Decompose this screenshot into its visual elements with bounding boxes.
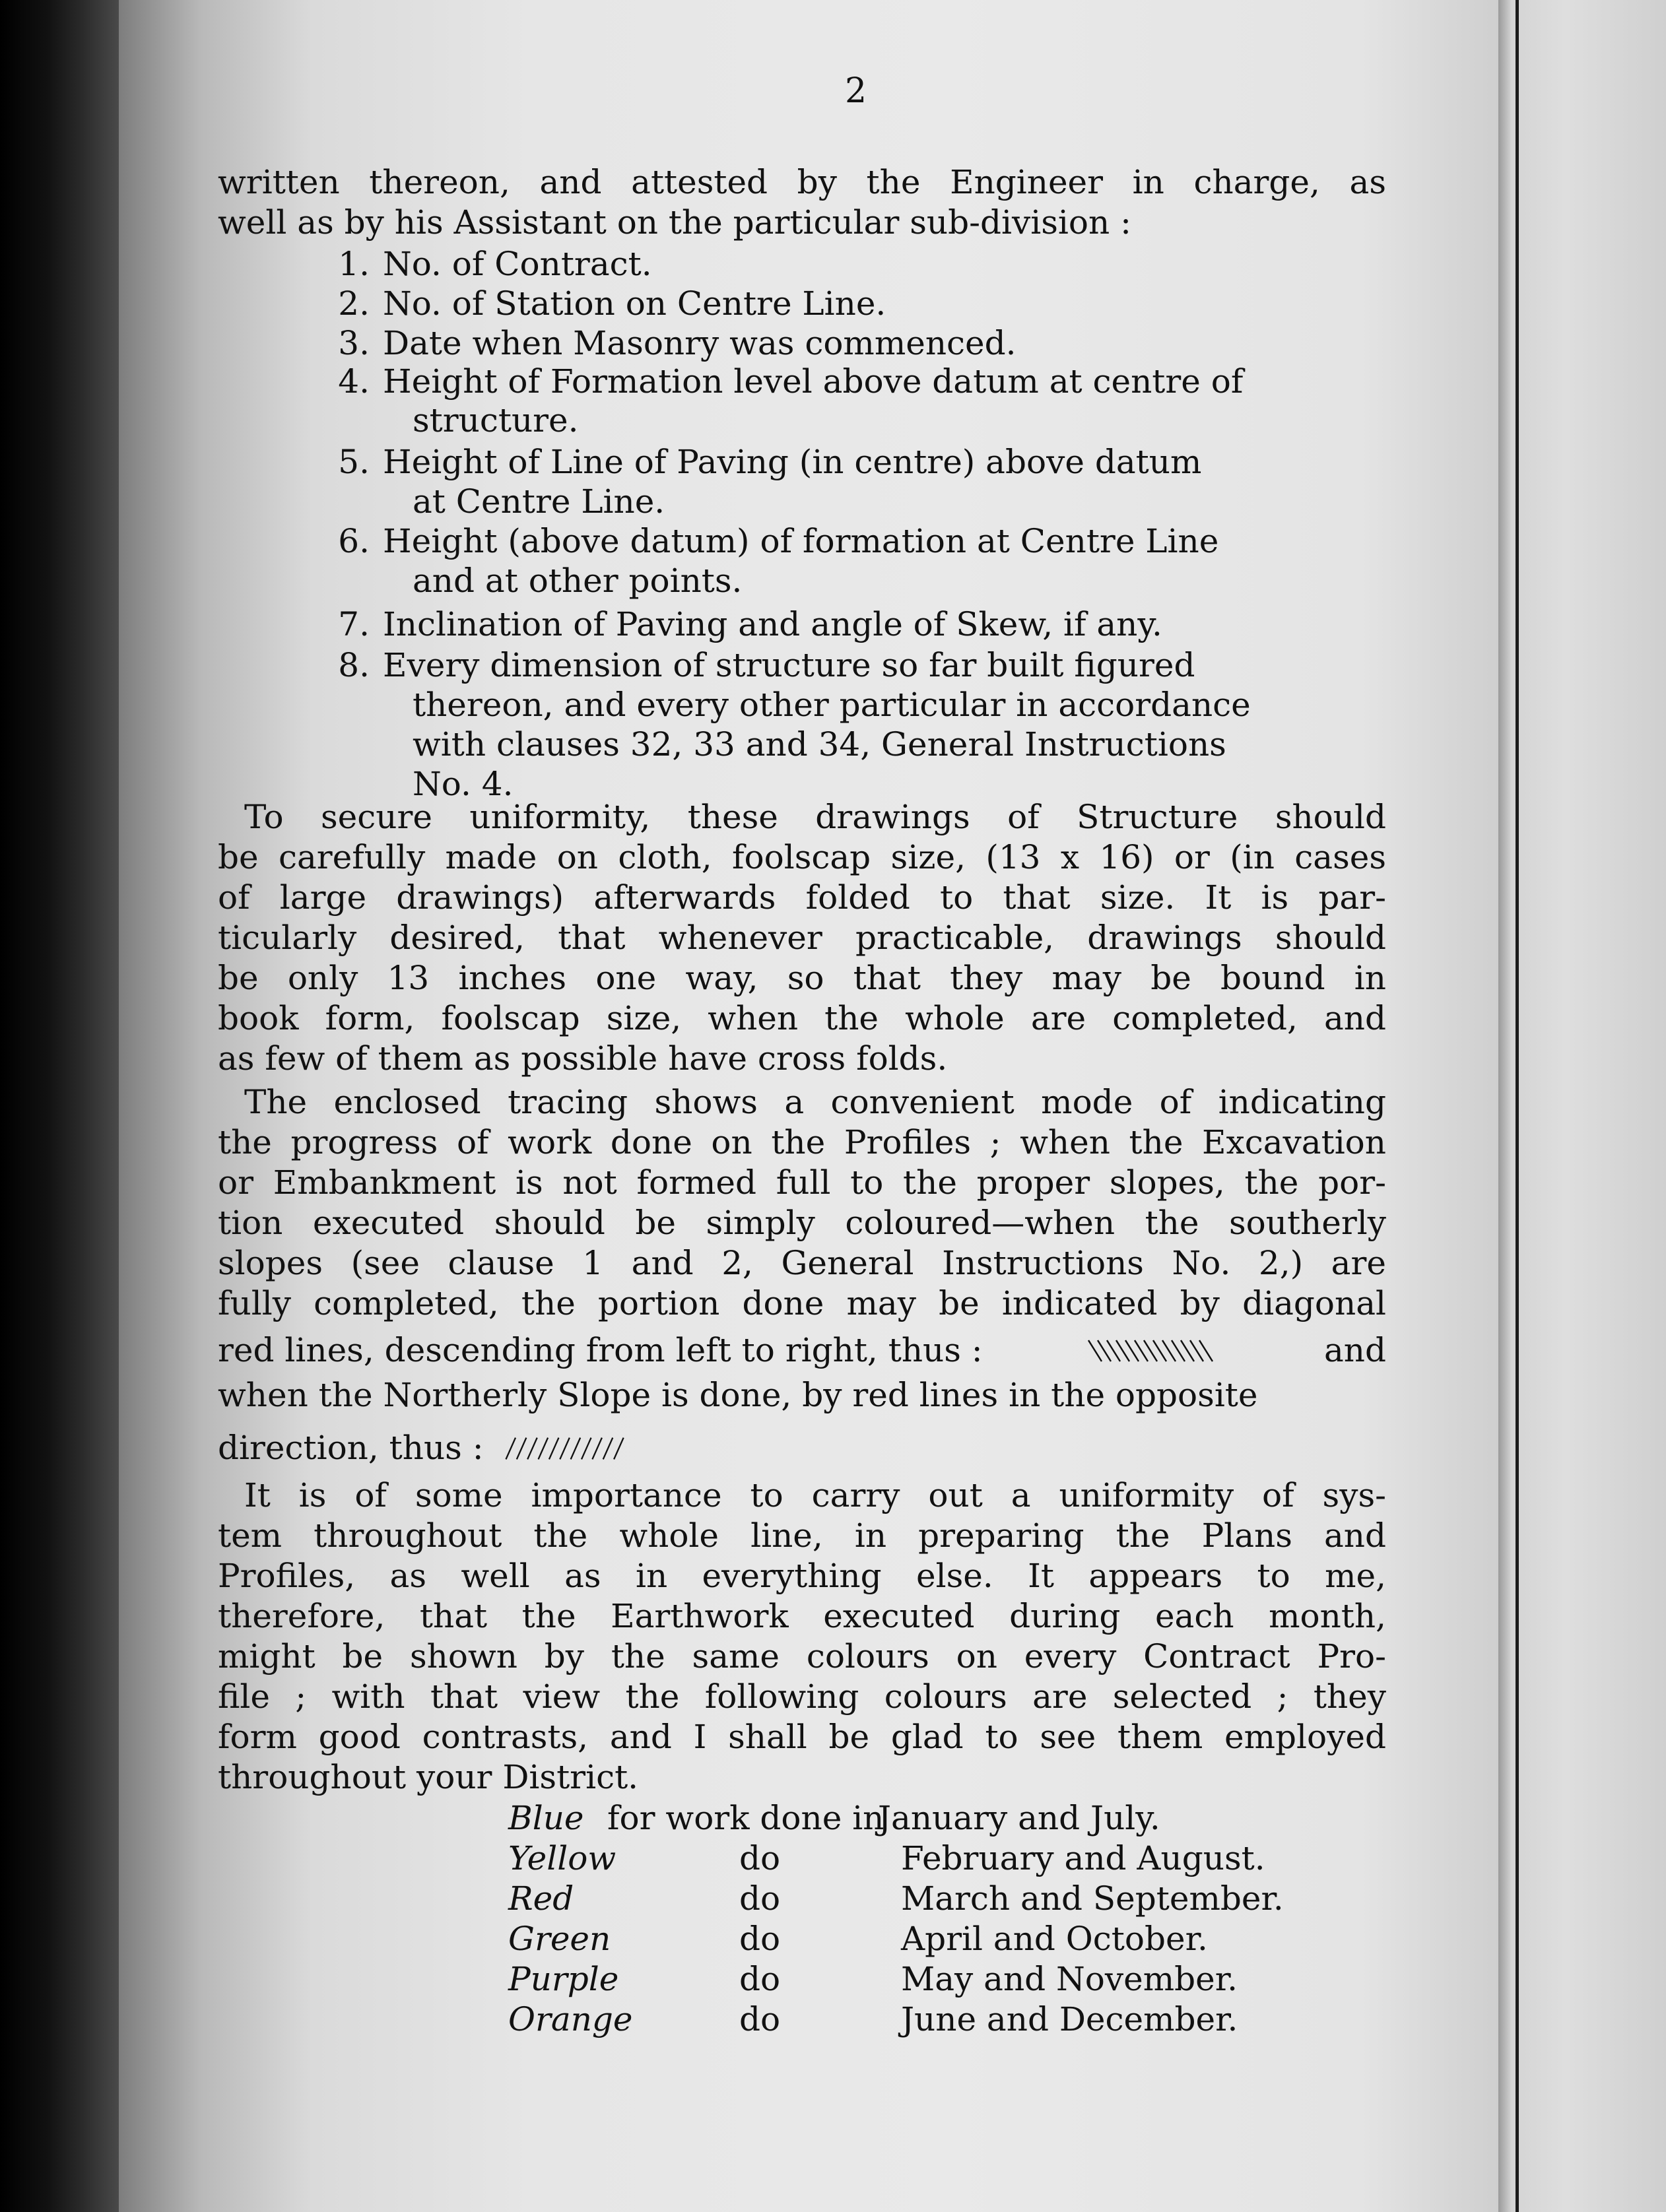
list-text: Every dimension of structure so far built figured [383, 646, 1195, 684]
list-number: 6. [338, 522, 370, 560]
colour-months: January and July. [878, 1799, 1160, 1837]
text-line: It is of some importance to carry out a uniformity of sys- [244, 1476, 1386, 1514]
paragraph-uniformity [218, 797, 1386, 1079]
colour-ditto: do [739, 2000, 781, 2038]
text-line: when the Northerly Slope is done, by red lines in the opposite [218, 1376, 1258, 1414]
list-text: No. of Station on Centre Line. [383, 284, 886, 323]
text-line: well as by his Assistant on the particular sub-division : [218, 203, 1131, 242]
colour-name: Yellow [508, 1839, 616, 1877]
colour-name: Purple [508, 1960, 619, 1998]
list-number: 4. [338, 362, 370, 401]
list-text-continued: No. 4. [413, 765, 514, 803]
colour-name: Green [508, 1920, 611, 1958]
text-line: throughout your District. [218, 1758, 639, 1796]
list-text: Inclination of Paving and angle of Skew, if any. [383, 605, 1162, 643]
scan-right-margin [1498, 0, 1666, 2212]
text-line: book form, foolscap size, when the whole are completed, and [218, 999, 1386, 1037]
colour-months: February and August. [901, 1839, 1265, 1877]
paragraph-system [218, 1476, 1386, 1798]
text-line: written thereon, and attested by the Engineer in charge, as [218, 163, 1386, 201]
text-line: tion executed should be simply coloured—when the southerly [218, 1204, 1386, 1242]
colour-ditto: do [739, 1920, 781, 1958]
colour-description: for work done in [607, 1799, 884, 1837]
list-number: 3. [338, 324, 370, 362]
list-number: 8. [338, 646, 370, 684]
ascending-hatch-sample [496, 1435, 641, 1462]
text-line: The enclosed tracing shows a convenient mode of indicating [244, 1083, 1386, 1121]
colour-months: March and September. [901, 1879, 1284, 1918]
binding-edge [1516, 0, 1519, 2212]
list-text-continued: at Centre Line. [413, 482, 665, 521]
colour-name: Orange [508, 2000, 633, 2038]
list-number: 7. [338, 605, 370, 643]
text-line: form good contrasts, and I shall be glad to see them employed [218, 1718, 1386, 1756]
list-text: Height of Line of Paving (in centre) above datum [383, 443, 1202, 481]
list-text-continued: with clauses 32, 33 and 34, General Instructions [413, 725, 1226, 764]
list-text: Date when Masonry was commenced. [383, 324, 1016, 362]
page-number: 2 [845, 71, 869, 111]
colour-months: April and October. [901, 1920, 1208, 1958]
document-page [119, 0, 1498, 2212]
text-line: red lines, descending from left to right, thus : [218, 1331, 983, 1369]
colour-months: May and November. [901, 1960, 1238, 1998]
text-line: fully completed, the portion done may be indicated by diagonal [218, 1284, 1386, 1322]
colour-name: Blue [508, 1799, 584, 1837]
text-line: of large drawings) afterwards folded to that size. It is par- [218, 878, 1386, 917]
text-line: direction, thus : [218, 1429, 484, 1467]
text-line: tem throughout the whole line, in preparing the Plans and [218, 1516, 1386, 1555]
list-text: No. of Contract. [383, 245, 652, 283]
text-line: as few of them as possible have cross folds. [218, 1039, 948, 1078]
list-text: Height (above datum) of formation at Centre Line [383, 522, 1219, 560]
colour-ditto: do [739, 1960, 781, 1998]
text-line: be carefully made on cloth, foolscap size, (13 x 16) or (in cases [218, 838, 1386, 876]
text-line: slopes (see clause 1 and 2, General Instructions No. 2,) are [218, 1244, 1386, 1282]
text-line: or Embankment is not formed full to the proper slopes, the por- [218, 1163, 1386, 1202]
list-number: 5. [338, 443, 370, 481]
text-line: therefore, that the Earthwork executed during each month, [218, 1597, 1386, 1635]
text-line: To secure uniformity, these drawings of Structure should [244, 798, 1386, 836]
text-line: ticularly desired, that whenever practicable, drawings should [218, 919, 1386, 957]
text-line-end: and [1323, 1331, 1386, 1369]
colour-ditto: do [739, 1839, 781, 1877]
scan-left-margin [0, 0, 119, 2212]
hatch-line-ascending [218, 1428, 1386, 1468]
text-line: Profiles, as well as in everything else. It appears to me, [218, 1557, 1386, 1595]
list-text: Height of Formation level above datum at centre of [383, 362, 1244, 401]
hatch-line-continued [218, 1375, 1386, 1415]
paragraph-tracing [218, 1082, 1386, 1324]
list-number: 1. [338, 245, 370, 283]
colour-months: June and December. [901, 2000, 1238, 2038]
text-line: be only 13 inches one way, so that they may be bound in [218, 959, 1386, 997]
text-line: might be shown by the same colours on every Contract Pro- [218, 1637, 1386, 1675]
list-number: 2. [338, 284, 370, 323]
intro-paragraph [218, 162, 1386, 243]
text-line: the progress of work done on the Profiles ; when the Excavation [218, 1123, 1386, 1161]
text-line: file ; with that view the following colours are selected ; they [218, 1677, 1386, 1716]
list-text-continued: structure. [413, 401, 579, 439]
hatch-line-descending [218, 1330, 1386, 1371]
list-text-continued: thereon, and every other particular in accordance [413, 686, 1251, 724]
descending-hatch-sample [1087, 1338, 1219, 1364]
list-text-continued: and at other points. [413, 562, 743, 600]
colour-name: Red [508, 1879, 574, 1918]
colour-ditto: do [739, 1879, 781, 1918]
